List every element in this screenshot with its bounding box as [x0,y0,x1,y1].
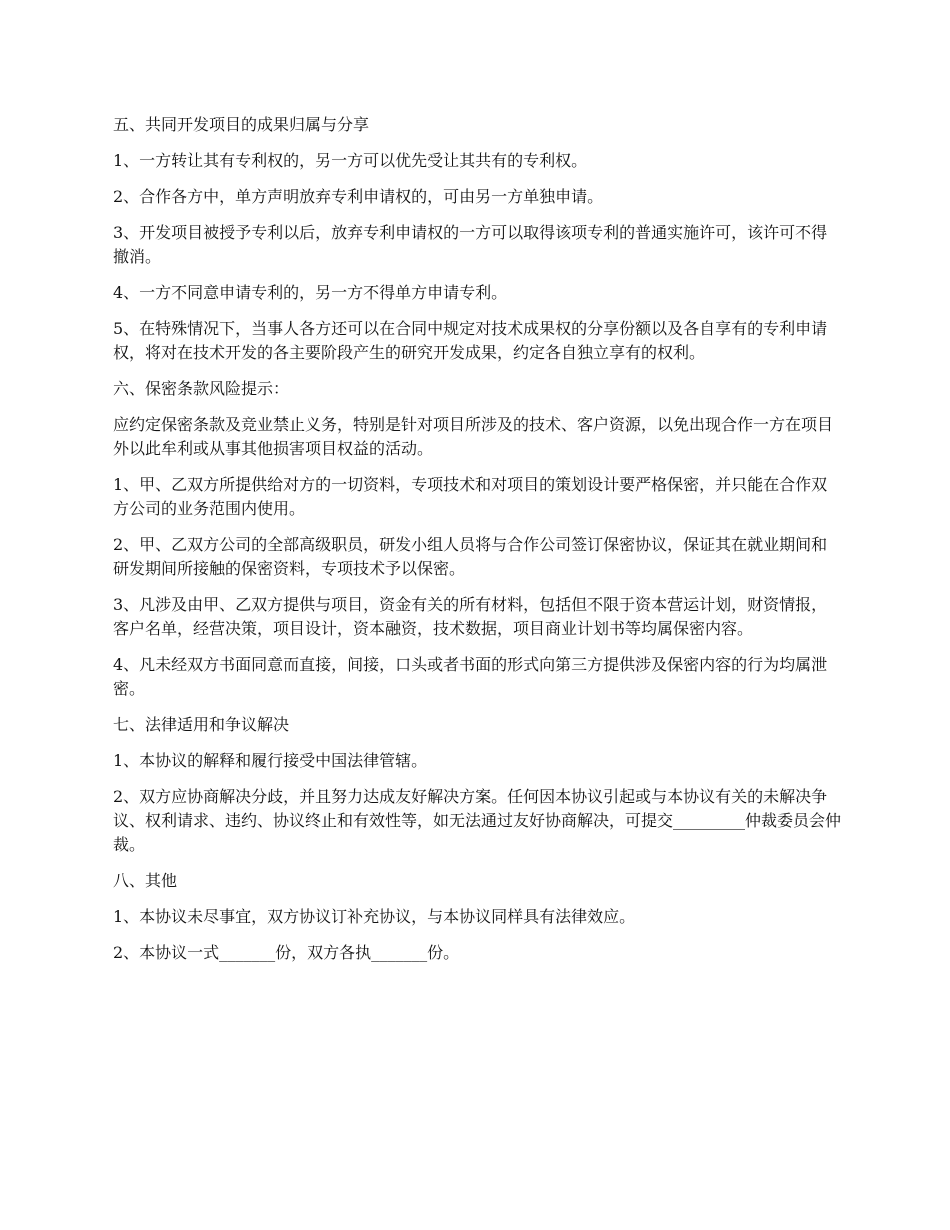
clause-6-2: 2、甲、乙双方公司的全部高级职员，研发小组人员将与合作公司签订保密协议，保证其在就业期间和研发期间所接触的保密资料，专项技术予以保密。 [113,535,828,578]
clause-5-5: 5、在特殊情况下，当事人各方还可以在合同中规定对技术成果权的分享份额以及各自享有的专利申请权，将对在技术开发的各主要阶段产生的研究开发成果，约定各自独立享有的权利。 [113,319,828,362]
clause-6-4: 4、凡未经双方书面同意而直接，间接，口头或者书面的形式向第三方提供涉及保密内容的行为均属泄密。 [113,655,828,698]
section-heading-5: 五、共同开发项目的成果归属与分享 [113,115,370,134]
clause-5-2: 2、合作各方中，单方声明放弃专利申请权的，可由另一方单独申请。 [113,187,604,206]
clause-6-3: 3、凡涉及由甲、乙双方提供与项目，资金有关的所有材料，包括但不限于资本营运计划，财资情报，客户名单，经营决策，项目设计，资本融资，技术数据，项目商业计划书等均属保密内容。 [113,595,828,638]
section-heading-6: 六、保密条款风险提示： [113,379,290,398]
clause-7-2: 2、双方应协商解决分歧，并且努力达成友好解决方案。任何因本协议引起或与本协议有关的未解决争议、权利请求、违约、协议终止和有效性等，如无法通过友好协商解决，可提交_________仲裁委员会仲裁。 [113,787,842,854]
clause-6-1: 1、甲、乙双方所提供给对方的一切资料，专项技术和对项目的策划设计要严格保密，并只能在合作双方公司的业务范围内使用。 [113,475,828,518]
clause-8-2: 2、本协议一式_______份，双方各执_______份。 [113,943,460,962]
clause-7-1: 1、本协议的解释和履行接受中国法律管辖。 [113,751,428,770]
section-heading-7: 七、法律适用和争议解决 [113,715,290,734]
clause-5-1: 1、一方转让其有专利权的，另一方可以优先受让其共有的专利权。 [113,151,588,170]
section-heading-8: 八、其他 [113,871,178,890]
clause-8-1: 1、本协议未尽事宜，双方协议订补充协议，与本协议同样具有法律效应。 [113,907,636,926]
clause-6-intro: 应约定保密条款及竞业禁止义务，特别是针对项目所涉及的技术、客户资源，以免出现合作一方在项目外以此牟利或从事其他损害项目权益的活动。 [113,415,834,458]
clause-5-4: 4、一方不同意申请专利的，另一方不得单方申请专利。 [113,283,508,302]
document-page [113,113,843,977]
clause-5-3: 3、开发项目被授予专利以后，放弃专利申请权的一方可以取得该项专利的普通实施许可，该许可不得撤消。 [113,223,828,266]
